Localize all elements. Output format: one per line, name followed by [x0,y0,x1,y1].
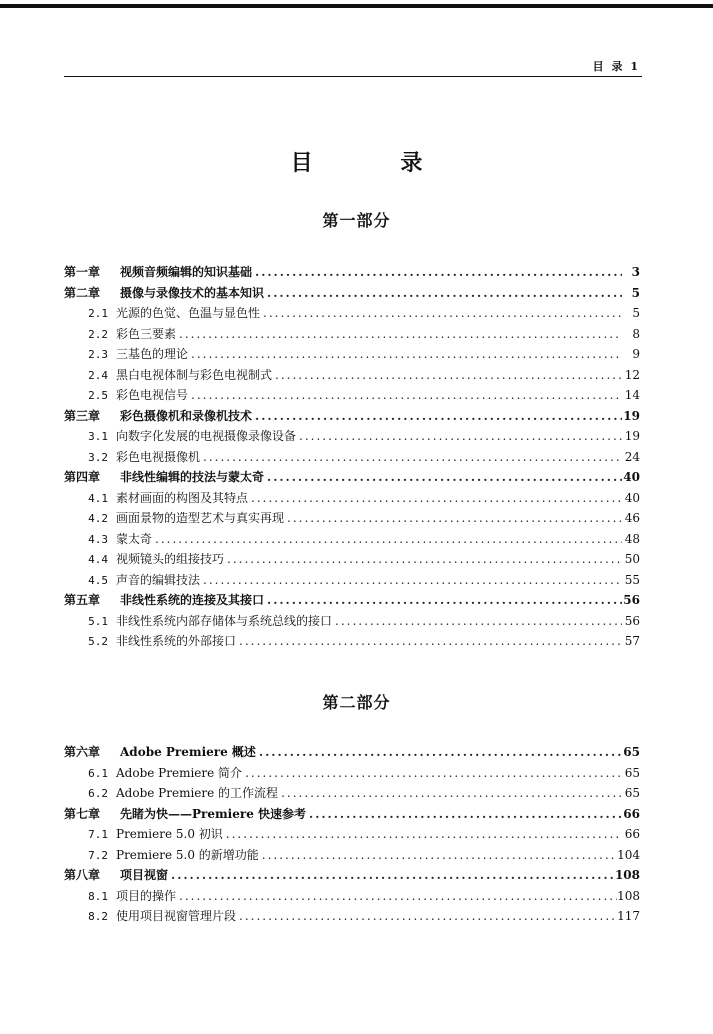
toc-entry [64,845,640,866]
toc-entry-number: 6.1 [88,766,108,780]
toc-entry [64,549,640,570]
toc-entry-title: 项目视窗 [120,868,169,882]
toc-entry-number: 7.2 [88,848,108,862]
toc-dot-leader [278,783,622,804]
toc-entry-number: 第四章 [64,470,101,484]
toc-dot-leader [264,590,622,611]
toc-entry-number: 4.4 [88,553,108,566]
toc-entry-title: 画面景物的造型艺术与真实再现 [116,511,285,525]
toc-part-2 [64,742,640,927]
toc-entry-title: 蒙太奇 [116,531,153,546]
toc-entry-number: 4.2 [88,512,108,525]
toc-dot-leader [256,742,622,763]
toc-entry-number: 7.1 [88,828,108,841]
toc-entry-page: 3 [631,265,640,279]
toc-entry-number: 8.2 [88,910,108,923]
toc-entry-page: 19 [623,408,640,423]
toc-entry-number: 2.1 [88,307,108,320]
toc-entry-title: 彩色摄像机和录像机技术 [120,408,253,423]
toc-entry-page: 50 [624,552,640,566]
toc-dot-leader [259,845,617,866]
toc-entry [64,406,640,427]
toc-entry-page: 24 [624,449,640,464]
toc-dot-leader [264,283,622,304]
toc-entry-number: 8.1 [88,889,108,903]
toc-entry [64,611,640,632]
toc-entry-number: 第五章 [64,593,101,607]
toc-entry [64,763,640,784]
toc-entry-number: 6.2 [88,787,108,800]
toc-entry-page: 65 [623,745,640,759]
toc-entry [64,344,640,365]
toc-entry [64,447,640,468]
toc-entry-title: 彩色电视摄像机 [116,449,201,464]
toc-entry [64,783,640,804]
toc-dot-leader [296,426,622,447]
toc-dot-leader [252,262,622,283]
toc-entry-number: 2.5 [88,389,108,402]
toc-entry-title: Premiere 5.0 初识 [116,827,223,841]
toc-entry [64,324,640,345]
toc-entry-number: 第二章 [64,285,101,300]
toc-entry [64,865,640,886]
toc-dot-leader [236,906,617,927]
toc-dot-leader [242,763,622,784]
toc-entry-page: 40 [623,470,640,484]
toc-dot-leader [176,886,617,907]
toc-entry-title: Adobe Premiere 概述 [120,745,256,759]
toc-entry [64,906,640,927]
toc-dot-leader [272,365,622,386]
toc-entry [64,508,640,529]
toc-entry-title: 视频音频编辑的知识基础 [120,265,253,279]
toc-entry [64,631,640,652]
toc-entry-number: 第三章 [64,408,101,423]
toc-entry-title: 彩色三要素 [116,326,177,341]
toc-entry [64,570,640,591]
toc-part-1 [64,262,640,652]
toc-entry [64,262,640,283]
toc-entry-title: Premiere 5.0 的新增功能 [116,847,259,862]
toc-entry-title: Adobe Premiere 的工作流程 [116,786,279,800]
toc-entry-title: 素材画面的构图及其特点 [116,490,249,505]
toc-entry-page: 48 [624,531,640,546]
toc-entry-page: 12 [624,367,640,382]
toc-entry [64,467,640,488]
toc-entry-title: 摄像与录像技术的基本知识 [120,285,265,300]
toc-entry-page: 57 [624,634,640,648]
toc-entry [64,742,640,763]
toc-entry-page: 56 [624,613,640,628]
toc-entry-page: 65 [624,765,640,780]
toc-entry-page: 66 [624,827,640,841]
toc-entry-number: 3.2 [88,450,108,464]
toc-entry-number: 4.1 [88,491,108,505]
toc-entry-title: 声音的编辑技法 [116,572,201,587]
toc-entry-title: 黑白电视体制与彩色电视制式 [116,367,273,382]
part-2-heading: 第二部分 [322,693,391,712]
toc-entry-number: 5.2 [88,635,108,648]
toc-entry-page: 66 [623,806,640,821]
toc-dot-leader [224,549,622,570]
toc-entry-page: 108 [614,868,640,882]
toc-entry [64,804,640,825]
toc-entry-page: 55 [624,572,640,587]
toc-dot-leader [332,611,622,632]
toc-entry-page: 8 [632,326,640,341]
top-border-rule [0,4,713,8]
toc-entry-title: 非线性系统内部存储体与系统总线的接口 [116,613,333,628]
toc-dot-leader [188,385,622,406]
toc-entry-page: 65 [624,786,640,800]
toc-entry-title: 彩色电视信号 [116,388,189,402]
toc-entry [64,824,640,845]
toc-entry-page: 5 [632,306,640,320]
toc-entry-title: 向数字化发展的电视摄像录像设备 [116,429,297,443]
toc-dot-leader [264,467,622,488]
toc-dot-leader [176,324,622,345]
toc-dot-leader [306,804,622,825]
toc-entry-page: 46 [624,511,640,525]
toc-entry-title: 三基色的理论 [116,347,189,361]
toc-entry [64,886,640,907]
toc-entry [64,283,640,304]
toc-entry-title: 非线性系统的外部接口 [116,634,237,648]
toc-entry-number: 4.5 [88,573,108,587]
toc-entry [64,529,640,550]
toc-dot-leader [200,447,622,468]
toc-entry-number: 2.3 [88,348,108,361]
toc-entry-number: 2.2 [88,327,108,341]
toc-entry-title: 非线性系统的连接及其接口 [120,593,265,607]
toc-dot-leader [236,631,622,652]
toc-dot-leader [252,406,622,427]
toc-dot-leader [248,488,622,509]
toc-entry [64,426,640,447]
toc-entry-title: 使用项目视窗管理片段 [116,909,237,923]
toc-entry-page: 104 [617,847,640,862]
toc-entry-number: 第一章 [64,265,101,279]
running-header [64,56,642,77]
toc-dot-leader [188,344,622,365]
toc-entry-page: 40 [624,490,640,505]
toc-entry-page: 117 [617,909,640,923]
toc-entry-number: 2.4 [88,368,108,382]
toc-entry-page: 5 [631,285,640,300]
toc-entry-title: Adobe Premiere 简介 [116,765,243,780]
toc-entry-page: 14 [624,388,640,402]
toc-dot-leader [200,570,622,591]
toc-entry-title: 项目的操作 [116,888,177,903]
toc-entry [64,365,640,386]
page-title: 目 录 [290,150,463,176]
toc-dot-leader [260,303,622,324]
toc-entry-title: 非线性编辑的技法与蒙太奇 [120,470,265,484]
running-header-text: 目 录 1 [592,60,640,73]
toc-entry-page: 108 [617,888,640,903]
toc-dot-leader [284,508,622,529]
toc-entry-page: 9 [632,347,640,361]
toc-entry-title: 光源的色觉、色温与显色性 [116,306,261,320]
toc-entry-number: 第八章 [64,868,101,882]
toc-entry-number: 4.3 [88,532,108,546]
toc-entry-number: 第七章 [64,806,101,821]
toc-entry [64,488,640,509]
toc-entry-title: 先睹为快——Premiere 快速参考 [120,806,307,821]
toc-dot-leader [223,824,622,845]
toc-entry-page: 56 [623,593,640,607]
toc-entry-number: 3.1 [88,430,108,443]
toc-entry [64,303,640,324]
toc-dot-leader [152,529,622,550]
toc-entry [64,590,640,611]
part-1-heading: 第一部分 [322,211,391,230]
toc-dot-leader [168,865,615,886]
toc-entry-page: 19 [624,429,640,443]
toc-entry-number: 5.1 [88,614,108,628]
toc-entry-number: 第六章 [64,745,101,759]
toc-entry-title: 视频镜头的组接技巧 [116,552,225,566]
toc-entry [64,385,640,406]
